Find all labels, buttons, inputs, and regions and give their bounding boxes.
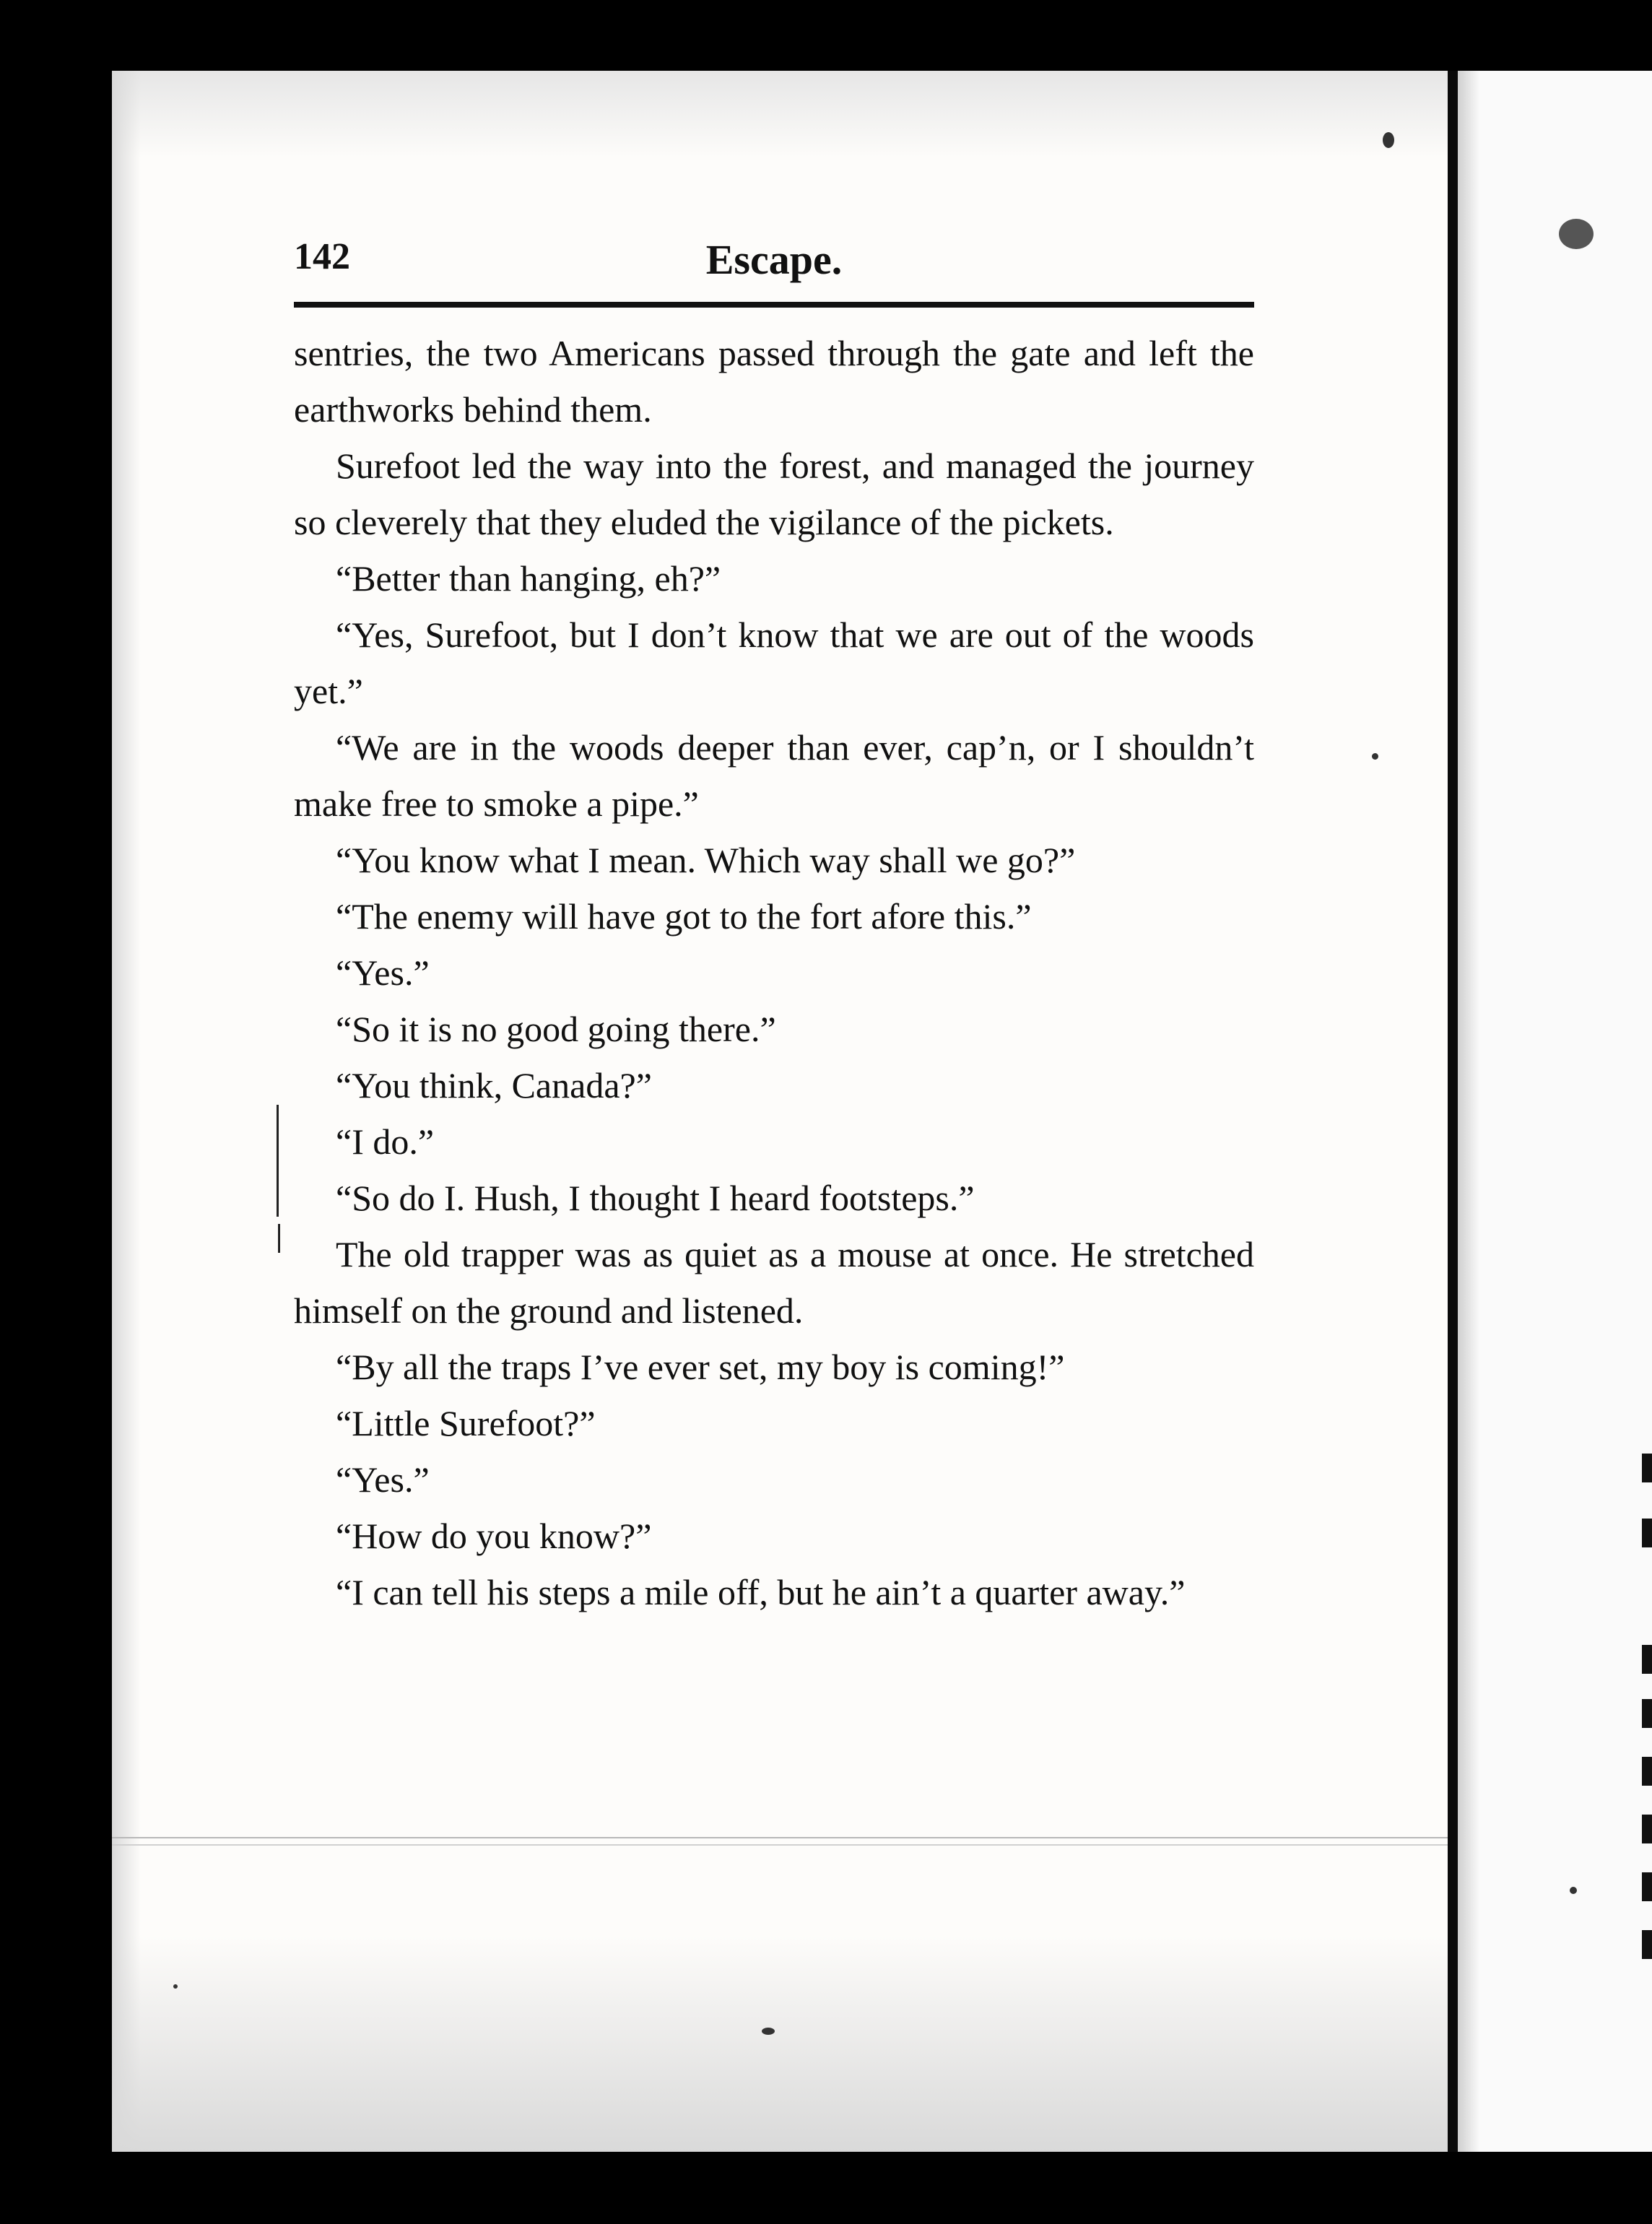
page-shadow-left	[112, 71, 141, 2152]
scan-speck	[1383, 132, 1394, 148]
facing-page-text-fragment	[1642, 1872, 1652, 1901]
paragraph: “So do I. Hush, I thought I heard footsteps.”	[336, 1178, 975, 1218]
paragraph: “Little Surefoot?”	[336, 1403, 596, 1443]
paragraph: “Yes, Surefoot, but I don’t know that we are out of the woods yet.”	[294, 614, 1254, 711]
facing-page-text-fragment	[1642, 1645, 1652, 1674]
paragraph-continuation: sentries, the two Americans passed through the gate and left the earthworks behind them.	[294, 333, 1254, 430]
facing-page-edge	[1458, 71, 1652, 2152]
scan-fold-line-2	[112, 1844, 1451, 1846]
paragraph: “Yes.”	[336, 1459, 430, 1500]
margin-mark	[278, 1224, 280, 1253]
body-text	[294, 325, 1254, 1620]
paragraph: “We are in the woods deeper than ever, cap’n, or I shouldn’t make free to smoke a pipe.”	[294, 727, 1254, 824]
page-shadow-bottom	[112, 1935, 1451, 2152]
paragraph: Surefoot led the way into the forest, and managed the journey so cleverely that they eluded the vigilance of the pickets.	[294, 446, 1254, 542]
facing-page-text-fragment	[1642, 1519, 1652, 1547]
page-header	[294, 231, 1254, 296]
paragraph: The old trapper was as quiet as a mouse at once. He stretched himself on the ground and listened.	[294, 1234, 1254, 1331]
facing-page-text-fragment	[1642, 1930, 1652, 1959]
page-shadow-top	[112, 71, 1451, 157]
paragraph: “I do.”	[336, 1121, 435, 1162]
page-gutter	[1448, 71, 1458, 2152]
facing-page-text-fragment	[1642, 1815, 1652, 1843]
scan-speck	[1372, 753, 1378, 760]
paragraph: “I can tell his steps a mile off, but he ain’t a quarter away.”	[336, 1572, 1186, 1612]
paragraph: “How do you know?”	[336, 1516, 652, 1556]
paragraph: “Better than hanging, eh?”	[336, 558, 721, 599]
scan-speck	[1570, 1887, 1577, 1894]
scan-speck	[1559, 219, 1594, 249]
header-rule	[294, 302, 1254, 308]
facing-page-text-fragment	[1642, 1757, 1652, 1786]
facing-page-text-fragment	[1642, 1699, 1652, 1728]
scan-fold-line	[112, 1837, 1451, 1838]
page-number: 142	[294, 236, 350, 277]
scan-speck	[173, 1984, 178, 1989]
paragraph: “Yes.”	[336, 952, 430, 993]
paragraph: “The enemy will have got to the fort afore this.”	[336, 896, 1032, 937]
facing-page-shadow	[1458, 71, 1479, 2152]
scan-speck	[762, 2028, 775, 2035]
paragraph: “So it is no good going there.”	[336, 1009, 776, 1049]
paragraph: “You know what I mean. Which way shall we go?”	[336, 840, 1076, 880]
margin-mark	[277, 1105, 279, 1217]
paragraph: “By all the traps I’ve ever set, my boy is coming!”	[336, 1347, 1065, 1387]
facing-page-text-fragment	[1642, 1454, 1652, 1482]
running-head: Escape.	[705, 236, 843, 283]
paragraph: “You think, Canada?”	[336, 1065, 652, 1106]
